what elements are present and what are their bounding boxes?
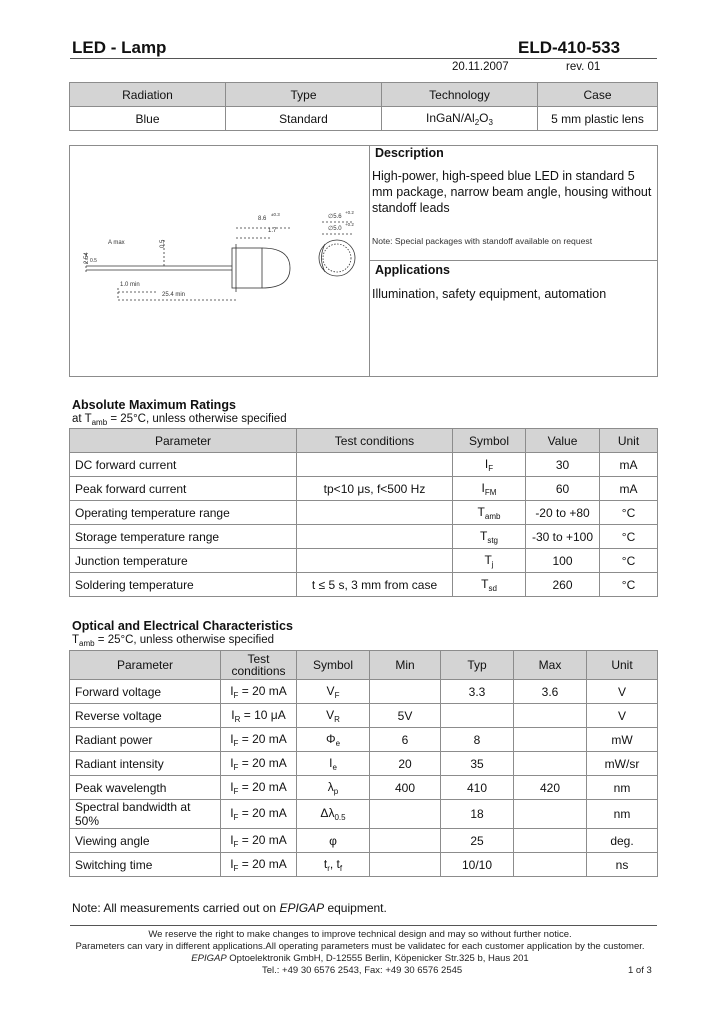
abs-unit: °C — [600, 549, 658, 573]
dim-outer-dia: ∅5.6 — [328, 214, 342, 220]
opt-symbol: $t_r$, $t_f$ — [297, 853, 370, 877]
svg-text:+0.2: +0.2 — [345, 222, 354, 227]
measurement-note: Note: All measurements carried out on EPIGAP equipment. — [72, 901, 387, 915]
opt-col-conditions: Test conditions — [221, 651, 297, 680]
abs-unit: °C — [600, 501, 658, 525]
opt-min — [370, 853, 441, 877]
optical-row — [70, 752, 658, 776]
footer-text — [0, 929, 720, 965]
dim-length: 8.6 — [258, 216, 267, 222]
dim-a-max: A max — [108, 240, 125, 246]
abs-unit: °C — [600, 525, 658, 549]
abs-conditions: tp<10 μs, f<500 Hz — [297, 477, 453, 501]
summary-case: 5 mm plastic lens — [538, 107, 658, 131]
opt-conditions: $I_R = 10$ μA — [221, 704, 297, 728]
abs-col-symbol: Symbol — [453, 429, 526, 453]
opt-col-typ: Typ — [441, 651, 514, 680]
dim-lead-length: 25.4 min — [162, 292, 186, 298]
optical-header-row — [70, 651, 658, 680]
optical-row — [70, 776, 658, 800]
opt-unit: mW/sr — [587, 752, 658, 776]
abs-col-unit: Unit — [600, 429, 658, 453]
dim-1mm: 1.0 min — [120, 282, 140, 288]
opt-parameter: Reverse voltage — [70, 704, 221, 728]
abs-max-row — [70, 573, 658, 597]
abs-parameter: Operating temperature range — [70, 501, 297, 525]
footer-line-4: Tel.: +49 30 6576 2543, Fax: +49 30 6576 2545 — [262, 965, 463, 976]
opt-max — [514, 752, 587, 776]
front-view-inner — [323, 244, 351, 272]
footer-line-1: We reserve the right to make changes to improve technical design and may so without further notice. — [148, 929, 572, 940]
opt-col-min: Min — [370, 651, 441, 680]
abs-unit: mA — [600, 453, 658, 477]
page-number: 1 of 3 — [628, 965, 652, 976]
footer-rule — [70, 925, 657, 926]
summary-col-technology: Technology — [382, 83, 538, 107]
opt-unit: nm — [587, 800, 658, 829]
opt-typ: 35 — [441, 752, 514, 776]
abs-unit: mA — [600, 477, 658, 501]
opt-min: 400 — [370, 776, 441, 800]
footer-line-2: Parameters can vary in different applications.All operating parameters must be validatec for each customer application by the customer. — [75, 941, 645, 952]
opt-parameter: Switching time — [70, 853, 221, 877]
opt-conditions: $I_F = 20$ mA — [221, 680, 297, 704]
description-title: Description — [375, 146, 444, 160]
summary-col-radiation: Radiation — [70, 83, 226, 107]
optical-row — [70, 800, 658, 829]
abs-symbol: $I_{FM}$ — [453, 477, 526, 501]
opt-max: 420 — [514, 776, 587, 800]
opt-conditions: $I_F = 20$ mA — [221, 752, 297, 776]
led-dome — [262, 248, 290, 288]
opt-col-max: Max — [514, 651, 587, 680]
opt-max — [514, 800, 587, 829]
optical-row — [70, 680, 658, 704]
summary-type: Standard — [226, 107, 382, 131]
opt-typ — [441, 704, 514, 728]
abs-col-conditions: Test conditions — [297, 429, 453, 453]
opt-max — [514, 853, 587, 877]
summary-technology: InGaN/$Al_2O_3$ — [382, 107, 538, 131]
optical-subtitle: $T_{amb} = 25^\circ C$, unless otherwise specified — [72, 634, 275, 648]
optical-row — [70, 728, 658, 752]
description-text: High-power, high-speed blue LED in standard 5 mm package, narrow beam angle, housing without standoff leads — [372, 169, 652, 215]
dim-pitch: 2.54 — [84, 252, 90, 264]
opt-max — [514, 704, 587, 728]
abs-max-row — [70, 453, 658, 477]
dim-pitch-lead: 0.5 — [90, 258, 97, 264]
abs-max-row — [70, 525, 658, 549]
svg-text:±0.3: ±0.3 — [271, 212, 280, 217]
abs-value: 260 — [526, 573, 600, 597]
opt-symbol: $V_F$ — [297, 680, 370, 704]
abs-symbol: $T_{stg}$ — [453, 525, 526, 549]
abs-max-title: Absolute Maximum Ratings — [72, 398, 236, 412]
opt-col-parameter: Parameter — [70, 651, 221, 680]
abs-parameter: DC forward current — [70, 453, 297, 477]
abs-conditions — [297, 453, 453, 477]
opt-unit: V — [587, 704, 658, 728]
abs-conditions — [297, 501, 453, 525]
abs-unit: °C — [600, 573, 658, 597]
optical-table — [69, 650, 658, 877]
opt-typ: 18 — [441, 800, 514, 829]
package-info-divider — [369, 145, 370, 377]
product-type-title: LED - Lamp — [72, 38, 167, 57]
abs-parameter: Junction temperature — [70, 549, 297, 573]
opt-symbol: $\lambda_p$ — [297, 776, 370, 800]
svg-text:+0.2: +0.2 — [345, 210, 354, 215]
opt-symbol: $\Phi_e$ — [297, 728, 370, 752]
abs-symbol: $T_{sd}$ — [453, 573, 526, 597]
summary-col-type: Type — [226, 83, 382, 107]
opt-typ: 25 — [441, 829, 514, 853]
opt-min — [370, 680, 441, 704]
document-revision: rev. 01 — [566, 61, 601, 73]
opt-conditions: $I_F = 20$ mA — [221, 800, 297, 829]
opt-parameter: Forward voltage — [70, 680, 221, 704]
opt-max — [514, 829, 587, 853]
abs-parameter: Soldering temperature — [70, 573, 297, 597]
opt-symbol: $V_R$ — [297, 704, 370, 728]
opt-max — [514, 728, 587, 752]
abs-symbol: $T_{amb}$ — [453, 501, 526, 525]
abs-max-row — [70, 501, 658, 525]
description-note: Note: Special packages with standoff available on request — [372, 236, 593, 246]
opt-min: 5V — [370, 704, 441, 728]
package-drawing — [72, 200, 362, 320]
abs-value: -30 to +100 — [526, 525, 600, 549]
applications-text: Illumination, safety equipment, automation — [372, 287, 607, 301]
optical-title: Optical and Electrical Characteristics — [72, 619, 293, 633]
opt-parameter: Radiant intensity — [70, 752, 221, 776]
optical-row — [70, 853, 658, 877]
summary-col-case: Case — [538, 83, 658, 107]
opt-symbol: $\Delta\lambda_{0.5}$ — [297, 800, 370, 829]
abs-conditions: t ≤ 5 s, 3 mm from case — [297, 573, 453, 597]
abs-conditions — [297, 525, 453, 549]
opt-max: 3.6 — [514, 680, 587, 704]
dim-lead-width: 0.5 — [160, 239, 166, 248]
opt-unit: V — [587, 680, 658, 704]
opt-parameter: Spectral bandwidth at 50% — [70, 800, 221, 829]
opt-typ: 3.3 — [441, 680, 514, 704]
opt-symbol: φ — [297, 829, 370, 853]
optical-row — [70, 829, 658, 853]
description-divider — [369, 260, 657, 261]
opt-conditions: $I_F = 20$ mA — [221, 853, 297, 877]
abs-conditions — [297, 549, 453, 573]
opt-parameter: Radiant power — [70, 728, 221, 752]
opt-col-symbol: Symbol — [297, 651, 370, 680]
abs-value: -20 to +80 — [526, 501, 600, 525]
led-body — [232, 248, 262, 288]
abs-max-row — [70, 549, 658, 573]
opt-typ: 10/10 — [441, 853, 514, 877]
summary-value-row — [70, 107, 658, 131]
abs-col-value: Value — [526, 429, 600, 453]
dim-inner-dia: ∅5.0 — [328, 226, 342, 232]
document-date: 20.11.2007 — [452, 61, 509, 73]
opt-unit: deg. — [587, 829, 658, 853]
dim-flange: 1.7 — [268, 228, 277, 234]
abs-value: 60 — [526, 477, 600, 501]
opt-typ: 410 — [441, 776, 514, 800]
opt-min — [370, 800, 441, 829]
header-rule — [70, 58, 657, 59]
abs-col-parameter: Parameter — [70, 429, 297, 453]
opt-unit: mW — [587, 728, 658, 752]
opt-conditions: $I_F = 20$ mA — [221, 728, 297, 752]
opt-unit: ns — [587, 853, 658, 877]
opt-conditions: $I_F = 20$ mA — [221, 829, 297, 853]
opt-symbol: $I_e$ — [297, 752, 370, 776]
opt-parameter: Viewing angle — [70, 829, 221, 853]
opt-unit: nm — [587, 776, 658, 800]
opt-min: 6 — [370, 728, 441, 752]
optical-row — [70, 704, 658, 728]
opt-min — [370, 829, 441, 853]
footer-line-3: EPIGAP Optoelektronik GmbH, D-12555 Berlin, Köpenicker Str.325 b, Haus 201 — [191, 953, 529, 964]
applications-title: Applications — [375, 263, 451, 277]
opt-conditions: $I_F = 20$ mA — [221, 776, 297, 800]
abs-parameter: Storage temperature range — [70, 525, 297, 549]
summary-header-row — [70, 83, 658, 107]
abs-max-table — [69, 428, 658, 597]
abs-max-row — [70, 477, 658, 501]
opt-min: 20 — [370, 752, 441, 776]
abs-parameter: Peak forward current — [70, 477, 297, 501]
opt-col-unit: Unit — [587, 651, 658, 680]
abs-max-header-row — [70, 429, 658, 453]
summary-table — [69, 82, 658, 131]
opt-typ: 8 — [441, 728, 514, 752]
part-number: ELD-410-533 — [518, 38, 621, 57]
abs-symbol: $I_F$ — [453, 453, 526, 477]
abs-max-subtitle: at $T_{amb} = 25^\circ C$, unless otherwise specified — [72, 413, 287, 427]
abs-value: 30 — [526, 453, 600, 477]
abs-symbol: $T_j$ — [453, 549, 526, 573]
opt-parameter: Peak wavelength — [70, 776, 221, 800]
summary-radiation: Blue — [70, 107, 226, 131]
abs-value: 100 — [526, 549, 600, 573]
